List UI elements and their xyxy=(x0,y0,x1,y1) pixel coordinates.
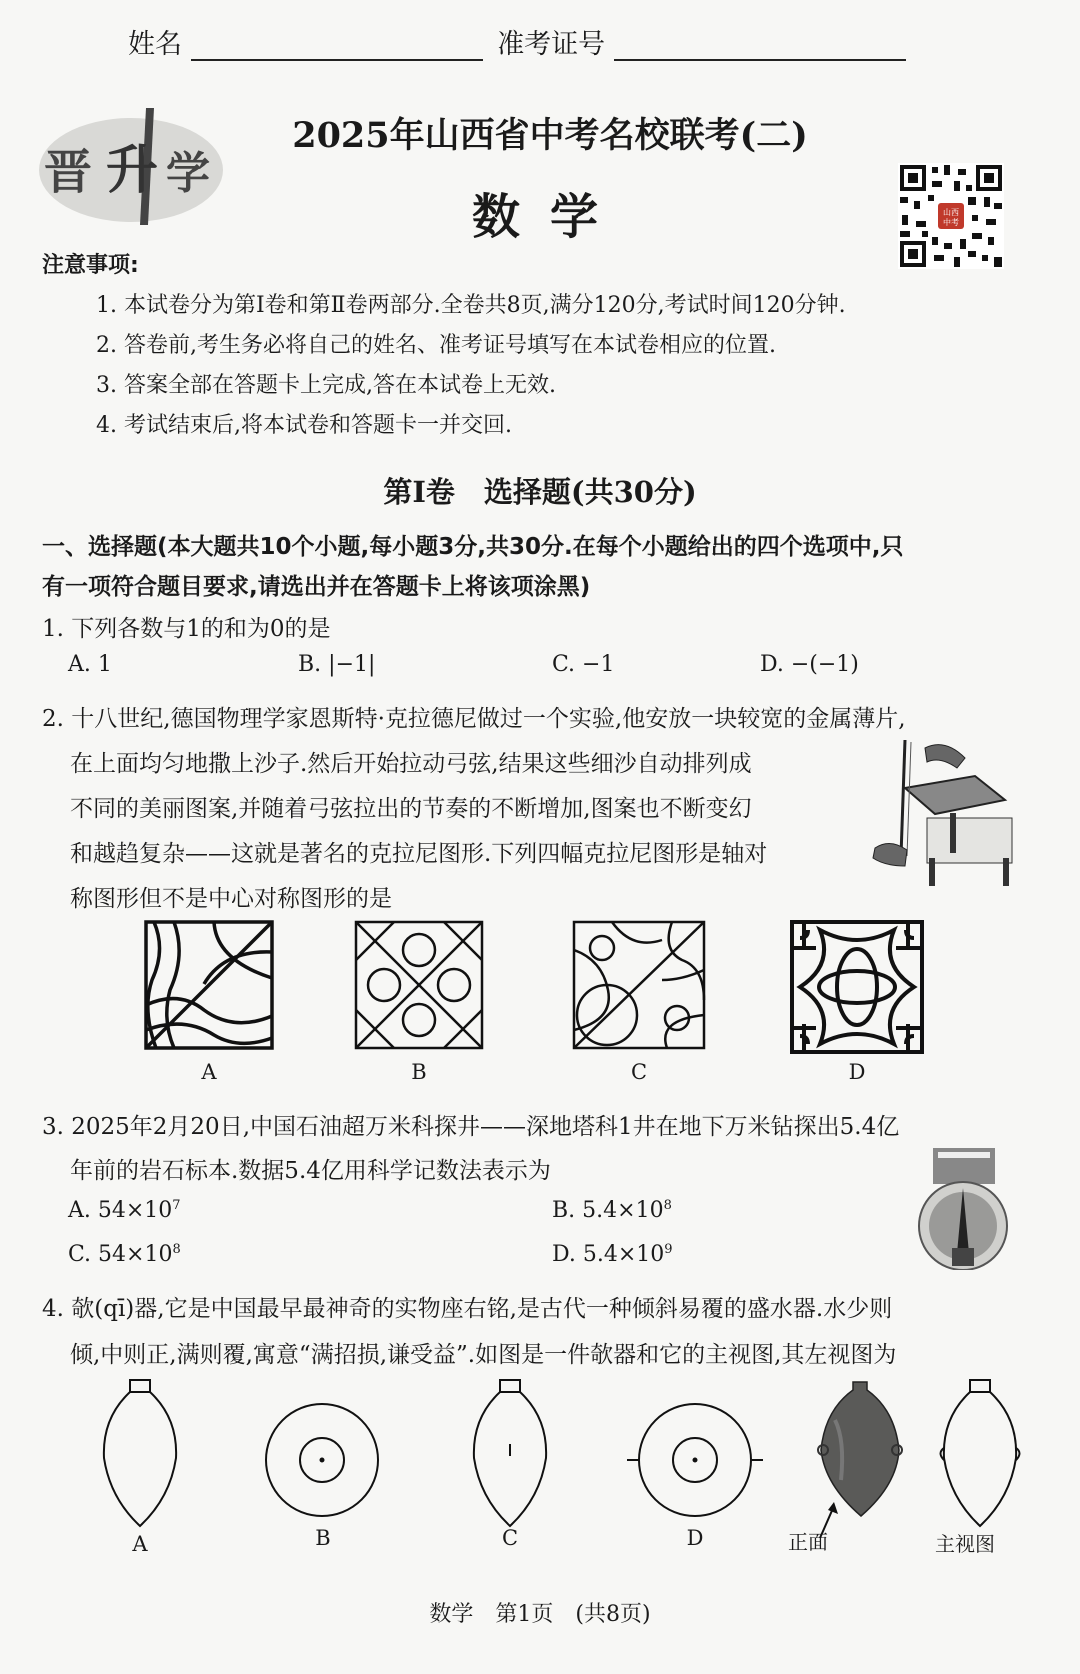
q3-option-b-base: B. 5.4×10 xyxy=(552,1198,664,1223)
q4-label-b: B xyxy=(315,1526,331,1550)
q2-stem-line: 称图形但不是中心对称图形的是 xyxy=(70,886,392,912)
q2-stem-line: 在上面均匀地撒上沙子.然后开始拉动弓弦,结果这些细沙自动排列成 xyxy=(70,751,752,777)
section-instructions-line1: 一、选择题(本大题共10个小题,每小题3分,共30分.在每个小题给出的四个选项中,只 xyxy=(42,534,904,560)
chladni-experiment-illustration xyxy=(865,738,1015,888)
q3-stem-line: 3. 2025年2月20日,中国石油超万米科探井——深地塔科1井在地下万米钻探出5.4亿 xyxy=(42,1114,900,1140)
name-label: 姓名 xyxy=(128,29,182,60)
id-field[interactable] xyxy=(614,31,906,61)
svg-text:升: 升 xyxy=(106,140,159,201)
drilling-well-photo xyxy=(908,1148,1018,1270)
svg-text:中考: 中考 xyxy=(943,218,959,227)
q4-stem-line: 倾,中则正,满则覆,寓意“满招损,谦受益”.如图是一件欹器和它的主视图,其左视图为 xyxy=(70,1342,897,1368)
q1-option-b[interactable]: B. |−1| xyxy=(298,652,376,677)
svg-text:山西: 山西 xyxy=(943,208,959,217)
q2-figure-d[interactable] xyxy=(790,920,924,1058)
notice-item: 2. 答卷前,考生务必将自己的姓名、准考证号填写在本试卷相应的位置. xyxy=(96,333,776,358)
front-label: 正面 xyxy=(788,1530,828,1554)
svg-text:学: 学 xyxy=(166,148,210,199)
q1-stem: 1. 下列各数与1的和为0的是 xyxy=(42,616,331,642)
q2-figure-c[interactable] xyxy=(572,920,706,1054)
q1-option-c[interactable]: C. −1 xyxy=(552,652,615,677)
q3-stem-line: 年前的岩石标本.数据5.4亿用科学记数法表示为 xyxy=(70,1158,551,1184)
q3-option-b-exp: 8 xyxy=(663,1198,672,1213)
q2-stem-line: 和越趋复杂——这就是著名的克拉尼图形.下列四幅克拉尼图形是轴对 xyxy=(70,841,768,867)
notice-item: 4. 考试结束后,将本试卷和答题卡一并交回. xyxy=(96,413,512,438)
q2-label-a: A xyxy=(201,1060,217,1084)
q2-label-d: D xyxy=(848,1060,866,1084)
q2-label-c: C xyxy=(630,1060,648,1084)
brand-logo xyxy=(36,100,231,228)
section-instructions-line2: 有一项符合题目要求,请选出并在答题卡上将该项涂黑) xyxy=(42,574,591,600)
main-view-figure xyxy=(935,1378,1025,1534)
q2-stem-line: 2. 十八世纪,德国物理学家恩斯特·克拉德尼做过一个实验,他安放一块较宽的金属薄片, xyxy=(42,706,906,732)
q4-label-a: A xyxy=(132,1532,148,1556)
q3-option-c[interactable] xyxy=(68,1242,181,1267)
q2-label-b: B xyxy=(411,1060,427,1084)
main-view-label: 主视图 xyxy=(935,1532,995,1556)
q3-option-a-exp: 7 xyxy=(172,1198,181,1213)
page-footer: 数学 第1页 (共8页) xyxy=(429,1602,651,1627)
q3-option-a-base: A. 54×10 xyxy=(68,1198,173,1223)
svg-text:晋: 晋 xyxy=(44,144,93,200)
q2-figure-b[interactable] xyxy=(354,920,484,1054)
id-label: 准考证号 xyxy=(497,29,606,60)
q2-stem-line: 不同的美丽图案,并随着弓弦拉出的节奏的不断增加,图案也不断变幻 xyxy=(70,796,752,822)
q4-figure-b[interactable] xyxy=(262,1400,382,1524)
q3-option-d[interactable] xyxy=(552,1242,673,1267)
notice-item: 1. 本试卷分为第Ⅰ卷和第Ⅱ卷两部分.全卷共8页,满分120分,考试时间120分钟. xyxy=(96,293,846,318)
q4-figure-a[interactable] xyxy=(100,1378,180,1534)
q4-figure-d[interactable] xyxy=(625,1400,765,1524)
q2-figure-a[interactable] xyxy=(144,920,274,1054)
q3-option-d-exp: 9 xyxy=(664,1242,673,1257)
qr-code[interactable] xyxy=(898,163,1004,269)
q4-figure-c[interactable] xyxy=(470,1378,550,1534)
candidate-info-line xyxy=(128,22,906,61)
q3-option-b[interactable] xyxy=(552,1198,672,1223)
q4-stem-line: 4. 欹(qī)器,它是中国最早最神奇的实物座右铭,是古代一种倾斜易覆的盛水器.水少则 xyxy=(42,1296,893,1322)
section-title: 第Ⅰ卷 选择题(共30分) xyxy=(383,475,697,509)
subject-title: 数学 xyxy=(471,189,628,245)
q4-label-d: D xyxy=(686,1526,704,1550)
q1-option-a[interactable]: A. 1 xyxy=(68,652,112,677)
q3-option-c-base: C. 54×10 xyxy=(68,1242,173,1267)
notice-heading: 注意事项: xyxy=(42,253,139,278)
notice-item: 3. 答案全部在答题卡上完成,答在本试卷上无效. xyxy=(96,373,556,398)
q1-option-d[interactable]: D. −(−1) xyxy=(760,652,859,677)
name-field[interactable] xyxy=(191,31,483,61)
q3-option-c-exp: 8 xyxy=(172,1242,181,1257)
q3-option-a[interactable] xyxy=(68,1198,181,1223)
q3-option-d-base: D. 5.4×10 xyxy=(552,1242,665,1267)
exam-title: 2025年山西省中考名校联考(二) xyxy=(292,115,808,156)
q4-label-c: C xyxy=(501,1526,519,1550)
